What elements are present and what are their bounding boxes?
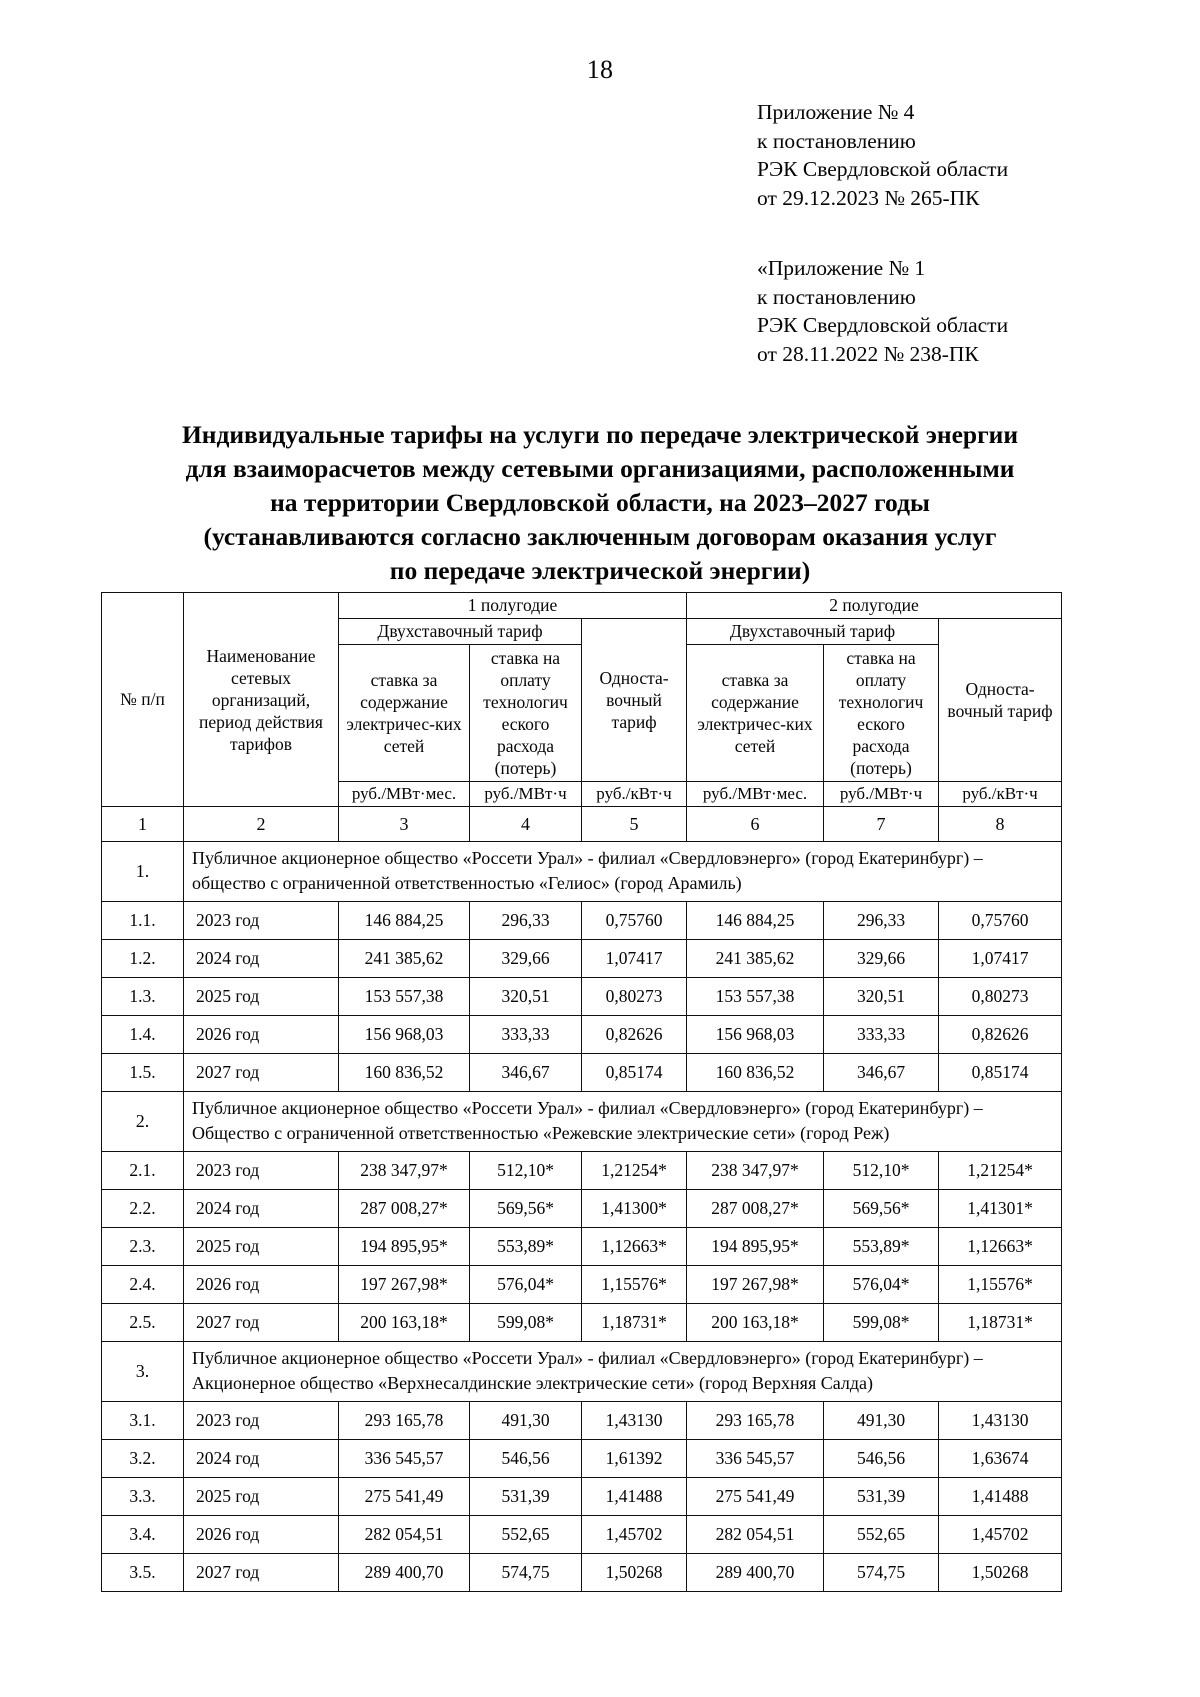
- row-c8: 1,12663*: [939, 1228, 1062, 1266]
- row-c7: 574,75: [824, 1554, 939, 1592]
- row-c8: 0,82626: [939, 1016, 1062, 1054]
- row-c6: 194 895,95*: [687, 1228, 824, 1266]
- row-c5: 0,75760: [582, 902, 687, 940]
- header-maintenance-rate-h1: ставка за содержание электричес-ких сетей: [339, 645, 470, 782]
- row-c5: 1,43130: [582, 1402, 687, 1440]
- row-c3: 293 165,78: [339, 1402, 470, 1440]
- row-c7: 576,04*: [824, 1266, 939, 1304]
- row-period: 2025 год: [184, 1478, 339, 1516]
- row-c7: 491,30: [824, 1402, 939, 1440]
- table-row: [102, 1402, 1062, 1440]
- row-c8: 1,41488: [939, 1478, 1062, 1516]
- row-c8: 1,50268: [939, 1554, 1062, 1592]
- row-index: 3.1.: [102, 1402, 184, 1440]
- table-body: [102, 842, 1062, 1592]
- table-row: [102, 1228, 1062, 1266]
- row-c8: 1,43130: [939, 1402, 1062, 1440]
- unit-single-h1: руб./кВт·ч: [582, 782, 687, 807]
- row-c5: 1,41488: [582, 1478, 687, 1516]
- header-maintenance-rate-h2: ставка за содержание электричес-ких сетей: [687, 645, 824, 782]
- row-c5: 1,61392: [582, 1440, 687, 1478]
- page-number: 18: [586, 55, 614, 84]
- row-index: 1.5.: [102, 1054, 184, 1092]
- row-c7: 329,66: [824, 940, 939, 978]
- row-c7: 320,51: [824, 978, 939, 1016]
- row-index: 2.3.: [102, 1228, 184, 1266]
- row-period: 2025 год: [184, 1228, 339, 1266]
- group-title-line-2: Акционерное общество «Верхнесалдинские электрические сети» (город Верхняя Салда): [192, 1373, 874, 1393]
- colnum-8: 8: [939, 807, 1062, 842]
- table-group-header: [102, 1342, 1062, 1402]
- row-c5: 0,82626: [582, 1016, 687, 1054]
- row-c5: 1,41300*: [582, 1190, 687, 1228]
- table-head: [102, 593, 1062, 842]
- row-c4: 553,89*: [470, 1228, 582, 1266]
- row-c5: 1,50268: [582, 1554, 687, 1592]
- colnum-6: 6: [687, 807, 824, 842]
- header-single-rate-tariff-h1: Односта-вочный тариф: [582, 619, 687, 782]
- row-c4: 546,56: [470, 1440, 582, 1478]
- title-line-2: для взаиморасчетов между сетевыми организациями, расположенными: [185, 454, 1015, 483]
- table-row: [102, 1516, 1062, 1554]
- colnum-4: 4: [470, 807, 582, 842]
- header-two-rate-tariff-h2: Двухставочный тариф: [687, 619, 939, 645]
- row-c4: 531,39: [470, 1478, 582, 1516]
- row-index: 3.2.: [102, 1440, 184, 1478]
- row-c8: 0,80273: [939, 978, 1062, 1016]
- row-c6: 241 385,62: [687, 940, 824, 978]
- table-row: [102, 1152, 1062, 1190]
- row-c6: 200 163,18*: [687, 1304, 824, 1342]
- row-c4: 491,30: [470, 1402, 582, 1440]
- header-row-column-numbers: [102, 807, 1062, 842]
- table-row: [102, 1440, 1062, 1478]
- row-c3: 287 008,27*: [339, 1190, 470, 1228]
- header-half-1: 1 полугодие: [339, 593, 687, 619]
- row-period: 2027 год: [184, 1054, 339, 1092]
- row-c4: 346,67: [470, 1054, 582, 1092]
- appendix-4-reference: [757, 98, 1008, 212]
- title-line-4: (устанавливаются согласно заключенным договорам оказания услуг: [203, 522, 997, 551]
- row-period: 2024 год: [184, 1440, 339, 1478]
- row-period: 2023 год: [184, 902, 339, 940]
- colnum-7: 7: [824, 807, 939, 842]
- row-period: 2023 год: [184, 1152, 339, 1190]
- row-index: 1.4.: [102, 1016, 184, 1054]
- appendix-4-line-1: Приложение № 4: [757, 100, 915, 124]
- row-c5: 1,15576*: [582, 1266, 687, 1304]
- colnum-3: 3: [339, 807, 470, 842]
- row-c3: 200 163,18*: [339, 1304, 470, 1342]
- table-row: [102, 1190, 1062, 1228]
- row-c5: 1,12663*: [582, 1228, 687, 1266]
- row-c3: 289 400,70: [339, 1554, 470, 1592]
- appendix-4-line-3: РЭК Свердловской области: [757, 157, 1009, 181]
- group-title-line-1: Публичное акционерное общество «Россети Урал» - филиал «Свердловэнерго» (город Екатеринбург) –: [192, 1098, 983, 1118]
- row-c7: 569,56*: [824, 1190, 939, 1228]
- header-losses-rate-h1: ставка на оплату технологич еского расхода (потерь): [470, 645, 582, 782]
- row-c3: 336 545,57: [339, 1440, 470, 1478]
- title-line-5: по передаче электрической энергии): [389, 556, 811, 585]
- appendix-1-line-2: к постановлению: [757, 284, 916, 309]
- row-index: 2.1.: [102, 1152, 184, 1190]
- row-c3: 282 054,51: [339, 1516, 470, 1554]
- table-row: [102, 1554, 1062, 1592]
- row-c6: 275 541,49: [687, 1478, 824, 1516]
- page-title: [100, 418, 1100, 588]
- row-c3: 160 836,52: [339, 1054, 470, 1092]
- row-c3: 238 347,97*: [339, 1152, 470, 1190]
- unit-single-h2: руб./кВт·ч: [939, 782, 1062, 807]
- row-c7: 599,08*: [824, 1304, 939, 1342]
- row-c8: 0,85174: [939, 1054, 1062, 1092]
- row-index: 3.4.: [102, 1516, 184, 1554]
- row-c5: 0,85174: [582, 1054, 687, 1092]
- row-c6: 160 836,52: [687, 1054, 824, 1092]
- row-c8: 1,41301*: [939, 1190, 1062, 1228]
- group-title: [184, 842, 1062, 902]
- table-row: [102, 1016, 1062, 1054]
- row-c8: 1,21254*: [939, 1152, 1062, 1190]
- tariff-table: [101, 592, 1062, 1592]
- table-row: [102, 1266, 1062, 1304]
- row-c3: 146 884,25: [339, 902, 470, 940]
- table-row: [102, 978, 1062, 1016]
- row-c4: 320,51: [470, 978, 582, 1016]
- row-c6: 287 008,27*: [687, 1190, 824, 1228]
- row-index: 1.2.: [102, 940, 184, 978]
- row-c6: 336 545,57: [687, 1440, 824, 1478]
- row-period: 2027 год: [184, 1554, 339, 1592]
- colnum-1: 1: [102, 807, 184, 842]
- table-row: [102, 1304, 1062, 1342]
- row-c7: 553,89*: [824, 1228, 939, 1266]
- appendix-1-line-3: РЭК Свердловской области: [757, 313, 1009, 337]
- table-group-header: [102, 1092, 1062, 1152]
- unit-maintenance-h1: руб./МВт·мес.: [339, 782, 470, 807]
- row-index: 1.3.: [102, 978, 184, 1016]
- row-period: 2026 год: [184, 1516, 339, 1554]
- row-period: 2027 год: [184, 1304, 339, 1342]
- row-c4: 569,56*: [470, 1190, 582, 1228]
- header-col-organization: Наименование сетевых организаций, период действия тарифов: [184, 593, 339, 807]
- table-group-header: [102, 842, 1062, 902]
- row-period: 2024 год: [184, 1190, 339, 1228]
- row-c4: 552,65: [470, 1516, 582, 1554]
- table-row: [102, 1054, 1062, 1092]
- row-c5: 1,45702: [582, 1516, 687, 1554]
- row-c6: 146 884,25: [687, 902, 824, 940]
- row-c8: 1,45702: [939, 1516, 1062, 1554]
- row-index: 2.5.: [102, 1304, 184, 1342]
- row-c4: 329,66: [470, 940, 582, 978]
- row-c4: 574,75: [470, 1554, 582, 1592]
- group-index: 1.: [102, 842, 184, 902]
- group-title-line-2: Общество с ограниченной ответственностью «Режевские электрические сети» (город Реж): [192, 1123, 890, 1143]
- row-c8: 1,15576*: [939, 1266, 1062, 1304]
- row-c4: 296,33: [470, 902, 582, 940]
- unit-maintenance-h2: руб./МВт·мес.: [687, 782, 824, 807]
- appendix-1-line-4: от 28.11.2022 № 238-ПК: [757, 341, 979, 366]
- row-c4: 599,08*: [470, 1304, 582, 1342]
- row-c4: 512,10*: [470, 1152, 582, 1190]
- appendix-4-line-2: к постановлению: [757, 128, 916, 153]
- appendix-1-reference: [757, 254, 1008, 368]
- unit-losses-h2: руб./МВт·ч: [824, 782, 939, 807]
- row-c3: 194 895,95*: [339, 1228, 470, 1266]
- row-c7: 546,56: [824, 1440, 939, 1478]
- appendix-4-line-4: от 29.12.2023 № 265-ПК: [757, 185, 980, 210]
- row-c3: 241 385,62: [339, 940, 470, 978]
- row-index: 3.5.: [102, 1554, 184, 1592]
- group-index: 3.: [102, 1342, 184, 1402]
- title-line-3: на территории Свердловской области, на 2023–2027 годы: [270, 488, 930, 517]
- row-c3: 153 557,38: [339, 978, 470, 1016]
- row-c5: 1,18731*: [582, 1304, 687, 1342]
- row-c3: 197 267,98*: [339, 1266, 470, 1304]
- row-c5: 1,21254*: [582, 1152, 687, 1190]
- row-period: 2026 год: [184, 1016, 339, 1054]
- row-c6: 293 165,78: [687, 1402, 824, 1440]
- row-c8: 1,07417: [939, 940, 1062, 978]
- header-col-npp: № п/п: [102, 593, 184, 807]
- row-c7: 531,39: [824, 1478, 939, 1516]
- colnum-2: 2: [184, 807, 339, 842]
- group-index: 2.: [102, 1092, 184, 1152]
- header-two-rate-tariff-h1: Двухставочный тариф: [339, 619, 582, 645]
- table-row: [102, 940, 1062, 978]
- row-c6: 289 400,70: [687, 1554, 824, 1592]
- row-c6: 156 968,03: [687, 1016, 824, 1054]
- row-c3: 156 968,03: [339, 1016, 470, 1054]
- row-c5: 0,80273: [582, 978, 687, 1016]
- group-title-line-1: Публичное акционерное общество «Россети Урал» - филиал «Свердловэнерго» (город Екатеринбург) –: [192, 1348, 983, 1368]
- header-half-2: 2 полугодие: [687, 593, 1062, 619]
- colnum-5: 5: [582, 807, 687, 842]
- row-c6: 238 347,97*: [687, 1152, 824, 1190]
- row-c8: 0,75760: [939, 902, 1062, 940]
- table-row: [102, 902, 1062, 940]
- row-index: 2.4.: [102, 1266, 184, 1304]
- row-c6: 282 054,51: [687, 1516, 824, 1554]
- appendix-1-line-1: «Приложение № 1: [757, 256, 926, 280]
- group-title: [184, 1092, 1062, 1152]
- group-title-line-1: Публичное акционерное общество «Россети Урал» - филиал «Свердловэнерго» (город Екатеринбург) –: [192, 848, 983, 868]
- row-index: 2.2.: [102, 1190, 184, 1228]
- row-c6: 153 557,38: [687, 978, 824, 1016]
- row-index: 3.3.: [102, 1478, 184, 1516]
- header-row-halves: [102, 593, 1062, 619]
- title-line-1: Индивидуальные тарифы на услуги по передаче электрической энергии: [181, 420, 1019, 449]
- row-period: 2023 год: [184, 1402, 339, 1440]
- group-title-line-2: общество с ограниченной ответственностью «Гелиос» (город Арамиль): [192, 873, 742, 893]
- row-c6: 197 267,98*: [687, 1266, 824, 1304]
- row-c7: 333,33: [824, 1016, 939, 1054]
- table-row: [102, 1478, 1062, 1516]
- row-period: 2025 год: [184, 978, 339, 1016]
- tariff-table-container: [101, 592, 1061, 1592]
- row-c5: 1,07417: [582, 940, 687, 978]
- row-c7: 346,67: [824, 1054, 939, 1092]
- unit-losses-h1: руб./МВт·ч: [470, 782, 582, 807]
- row-period: 2026 год: [184, 1266, 339, 1304]
- row-c4: 576,04*: [470, 1266, 582, 1304]
- header-single-rate-tariff-h2: Односта-вочный тариф: [939, 619, 1062, 782]
- row-c4: 333,33: [470, 1016, 582, 1054]
- row-index: 1.1.: [102, 902, 184, 940]
- row-c7: 512,10*: [824, 1152, 939, 1190]
- row-c8: 1,18731*: [939, 1304, 1062, 1342]
- row-period: 2024 год: [184, 940, 339, 978]
- row-c8: 1,63674: [939, 1440, 1062, 1478]
- header-losses-rate-h2: ставка на оплату технологич еского расхода (потерь): [824, 645, 939, 782]
- row-c3: 275 541,49: [339, 1478, 470, 1516]
- row-c7: 552,65: [824, 1516, 939, 1554]
- group-title: [184, 1342, 1062, 1402]
- row-c7: 296,33: [824, 902, 939, 940]
